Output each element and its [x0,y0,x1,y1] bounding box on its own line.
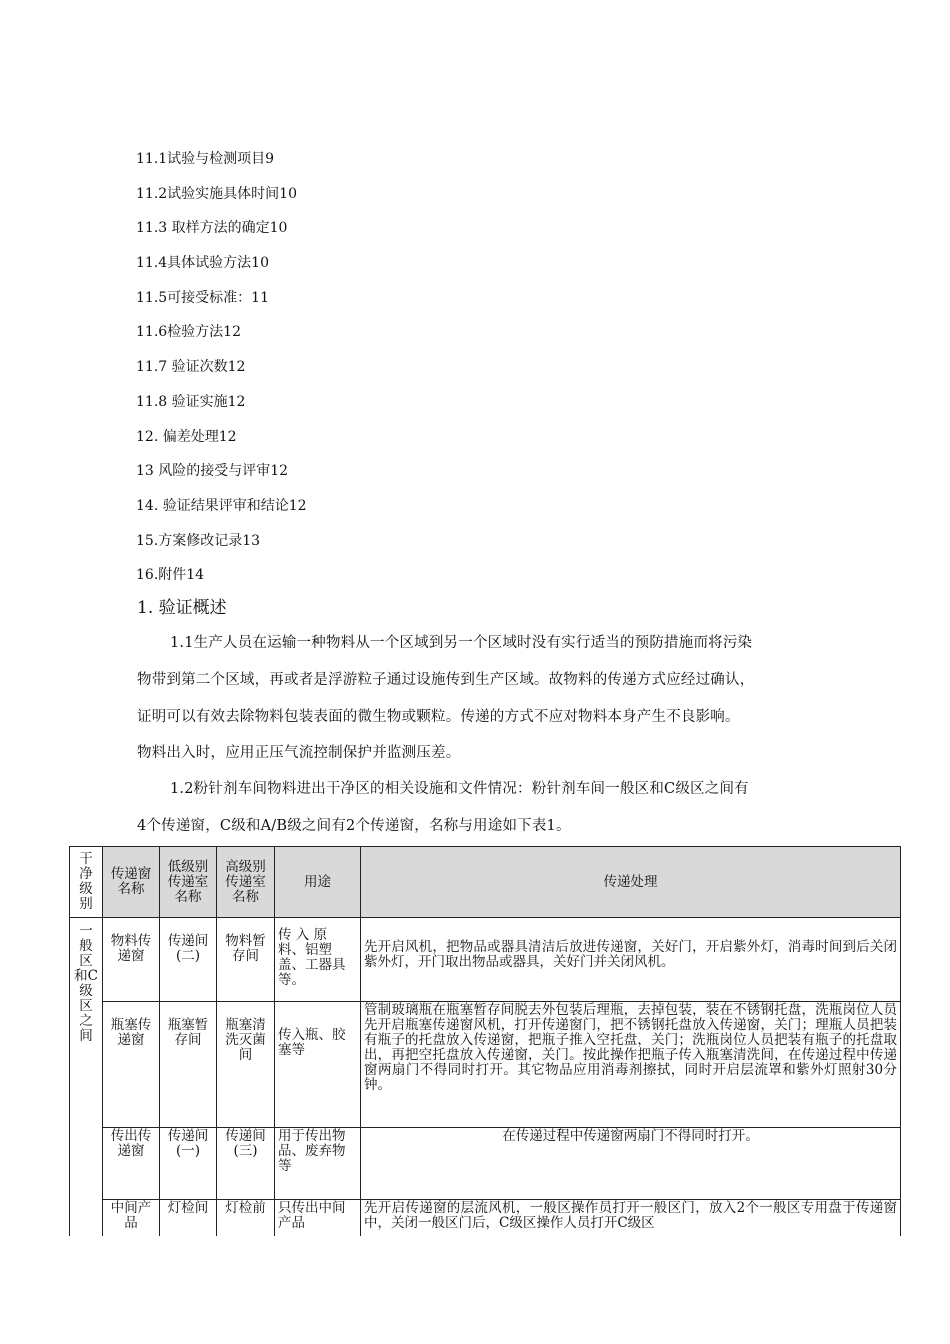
header-cell: 用途 [275,847,361,918]
table-cell: 物料传递窗 [103,918,160,1002]
table-cell: 传递间(二) [160,918,217,1002]
table-cell: 在传递过程中传递窗两扇门不得同时打开。 [361,1128,901,1200]
section-title: 1. 验证概述 [137,598,227,618]
paragraph-line: 1.1生产人员在运输一种物料从一个区域到另一个区域时没有实行适当的预防措施而将污染 [170,635,753,651]
header-cell: 低级别传递室名称 [160,847,217,918]
toc-item[interactable]: 11.2试验实施具体时间10 [136,185,297,202]
toc-item[interactable]: 11.4具体试验方法10 [136,255,269,272]
toc-item[interactable]: 12. 偏差处理12 [136,428,237,445]
level-group-cell: 一般区和C级区之间 [70,918,103,1240]
table-row [70,1002,901,1128]
table-cell: 瓶塞清洗灭菌间 [217,1002,275,1128]
table-cell: 先开启风机，把物品或器具清洁后放进传递窗，关好门，开启紫外灯，消毒时间到后关闭紫外灯，开门取出物品或器具，关好门并关闭风机。 [361,918,901,1002]
toc-item[interactable]: 14. 验证结果评审和结论12 [136,497,307,514]
table-cell: 传入瓶、胶塞等 [275,1002,361,1128]
header-cell: 高级别传递室名称 [217,847,275,918]
paragraph-line: 4个传递窗，C级和A/B级之间有2个传递窗，名称与用途如下表1。 [137,818,571,834]
toc-item[interactable]: 16.附件14 [136,567,205,584]
table-cell: 灯检间 [160,1200,217,1240]
paragraph-line: 1.2粉针剂车间物料进出干净区的相关设施和文件情况：粉针剂车间一般区和C级区之间有 [170,781,749,797]
table-row [70,918,901,1002]
table-cell: 管制玻璃瓶在瓶塞暂存间脱去外包装后理瓶，去掉包装，装在不锈钢托盘，洗瓶岗位人员先开启瓶塞传递窗风机，打开传递窗门，把不锈钢托盘放入传递窗，关门；理瓶人员把装有瓶子的托盘放入传递窗，把瓶子推入空托盘，关门；洗瓶岗位人员把装有瓶子的托盘取出，再把空托盘放入传递窗，关门。按此操作把瓶子传入瓶塞清洗间，在传递过程中传递窗两扇门不得同时打开。其它物品应用消毒剂擦拭，同时开启层流罩和紫外灯照射30分钟。 [361,1002,901,1128]
table-cell: 瓶塞传递窗 [103,1002,160,1128]
table-row [70,1128,901,1200]
page-bottom-margin [0,1236,950,1344]
toc-list [136,146,307,597]
header-cell: 传递处理 [361,847,901,918]
paragraph-line: 物带到第二个区域，再或者是浮游粒子通过设施传到生产区域。故物料的传递方式应经过确认， [137,672,755,688]
paragraph-line: 证明可以有效去除物料包装表面的微生物或颗粒。传递的方式不应对物料本身产生不良影响。 [137,709,740,725]
header-cell: 传递窗名称 [103,847,160,918]
table-cell: 灯检前 [217,1200,275,1240]
toc-item[interactable]: 11.5可接受标准：11 [136,289,269,306]
table-cell: 用于传出物品、废弃物等 [275,1128,361,1200]
table-cell: 传 入 原 料、铝塑盖、工器具等。 [275,918,361,1002]
table-cell: 先开启传递窗的层流风机，一般区操作员打开一般区门，放入2个一般区专用盘于传递窗中，关闭一般区门后，C级区操作人员打开C级区 [361,1200,901,1240]
table-cell: 传递间(一) [160,1128,217,1200]
toc-item[interactable]: 11.8 验证实施12 [136,393,246,410]
table-header-row [70,847,901,918]
transfer-window-table [69,846,901,1240]
table-cell: 中间产品 [103,1200,160,1240]
table-cell: 瓶塞暂存间 [160,1002,217,1128]
toc-item[interactable]: 11.6检验方法12 [136,324,241,341]
header-cell: 干净级别 [70,847,103,918]
toc-item[interactable]: 11.1试验与检测项目9 [136,151,275,167]
toc-item[interactable]: 11.7 验证次数12 [136,359,246,376]
paragraph-line: 物料出入时，应用正压气流控制保护并监测压差。 [137,745,461,761]
table-cell: 传递间(三) [217,1128,275,1200]
table-cell: 只传出中间产品 [275,1200,361,1240]
table-row [70,1200,901,1240]
toc-item[interactable]: 11.3 取样方法的确定10 [136,220,288,237]
table-cell: 传出传递窗 [103,1128,160,1200]
toc-item[interactable]: 13 风险的接受与评审12 [136,463,289,480]
table-cell: 物料暂存间 [217,918,275,1002]
toc-item[interactable]: 15.方案修改记录13 [136,532,261,549]
